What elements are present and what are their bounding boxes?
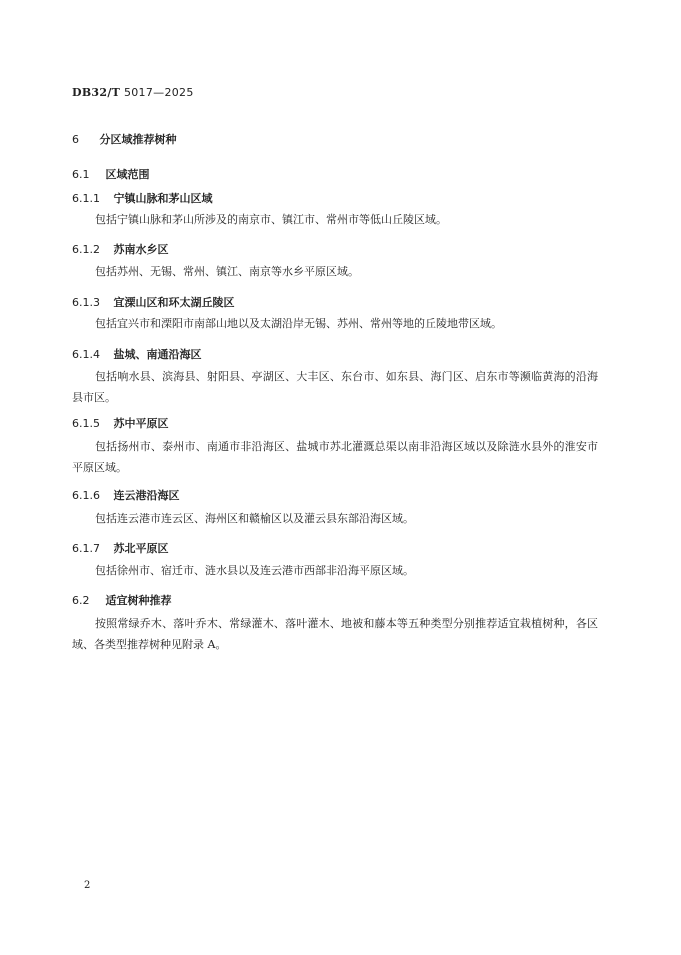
standard-code: DB32/T (72, 86, 121, 99)
section-number: 6 (72, 133, 79, 146)
section-6-1-2-paragraph: 包括苏州、无锡、常州、镇江、南京等水乡平原区域。 (95, 265, 359, 278)
section-title: 宁镇山脉和茅山区域 (113, 192, 213, 205)
section-6-1-3-paragraph: 包括宜兴市和溧阳市南部山地以及太湖沿岸无锡、苏州、常州等地的丘陵地带区域。 (95, 317, 502, 330)
section-title: 苏南水乡区 (113, 243, 169, 256)
section-title: 苏中平原区 (113, 417, 169, 430)
section-6-1-4-paragraph: 包括响水县、滨海县、射阳县、亭湖区、大丰区、东台市、如东县、海门区、启东市等濒临黄海的沿海县市区。 (72, 370, 598, 404)
section-6-2-paragraph: 按照常绿乔木、落叶乔木、常绿灌木、落叶灌木、地被和藤本等五种类型分别推荐适宜栽植树种，各区域、各类型推荐树种见附录 A。 (72, 617, 598, 651)
section-title: 连云港沿海区 (113, 489, 180, 502)
section-number: 6.2 (72, 594, 90, 607)
section-number: 6.1 (72, 168, 90, 181)
section-number: 6.1.6 (72, 489, 100, 502)
section-6-heading (72, 131, 177, 147)
section-number: 6.1.3 (72, 296, 100, 309)
standard-number: 5017—2025 (123, 86, 194, 99)
section-number: 6.1.1 (72, 192, 100, 205)
section-6-1-6-paragraph: 包括连云港市连云区、海州区和赣榆区以及灌云县东部沿海区域。 (95, 512, 414, 525)
section-title: 宜溧山区和环太湖丘陵区 (113, 296, 235, 309)
section-title: 苏北平原区 (113, 542, 169, 555)
section-title: 盐城、南通沿海区 (113, 348, 202, 361)
section-6-1-7-paragraph: 包括徐州市、宿迁市、涟水县以及连云港市西部非沿海平原区域。 (95, 564, 414, 577)
section-6-1-6-heading (72, 487, 180, 503)
section-6-1-2-heading (72, 241, 169, 257)
section-6-1-5-heading (72, 415, 169, 431)
section-6-1-4-heading (72, 346, 202, 362)
section-6-1-3-heading (72, 294, 235, 310)
document-header (72, 86, 194, 99)
section-number: 6.1.2 (72, 243, 100, 256)
section-6-2-heading (72, 592, 172, 608)
section-number: 6.1.4 (72, 348, 100, 361)
page-number: 2 (84, 880, 91, 891)
section-6-1-1-paragraph: 包括宁镇山脉和茅山所涉及的南京市、镇江市、常州市等低山丘陵区域。 (95, 213, 447, 226)
section-6-1-1-heading (72, 190, 213, 206)
section-title: 分区域推荐树种 (99, 133, 177, 146)
section-number: 6.1.5 (72, 417, 100, 430)
section-number: 6.1.7 (72, 542, 100, 555)
section-6-1-5-paragraph: 包括扬州市、泰州市、南通市非沿海区、盐城市苏北灌溉总渠以南非沿海区域以及除涟水县外的淮安市平原区域。 (72, 440, 598, 474)
section-6-1-heading (72, 166, 150, 182)
section-title: 区域范围 (105, 168, 150, 181)
section-title: 适宜树种推荐 (105, 594, 172, 607)
section-6-1-7-heading (72, 540, 169, 556)
